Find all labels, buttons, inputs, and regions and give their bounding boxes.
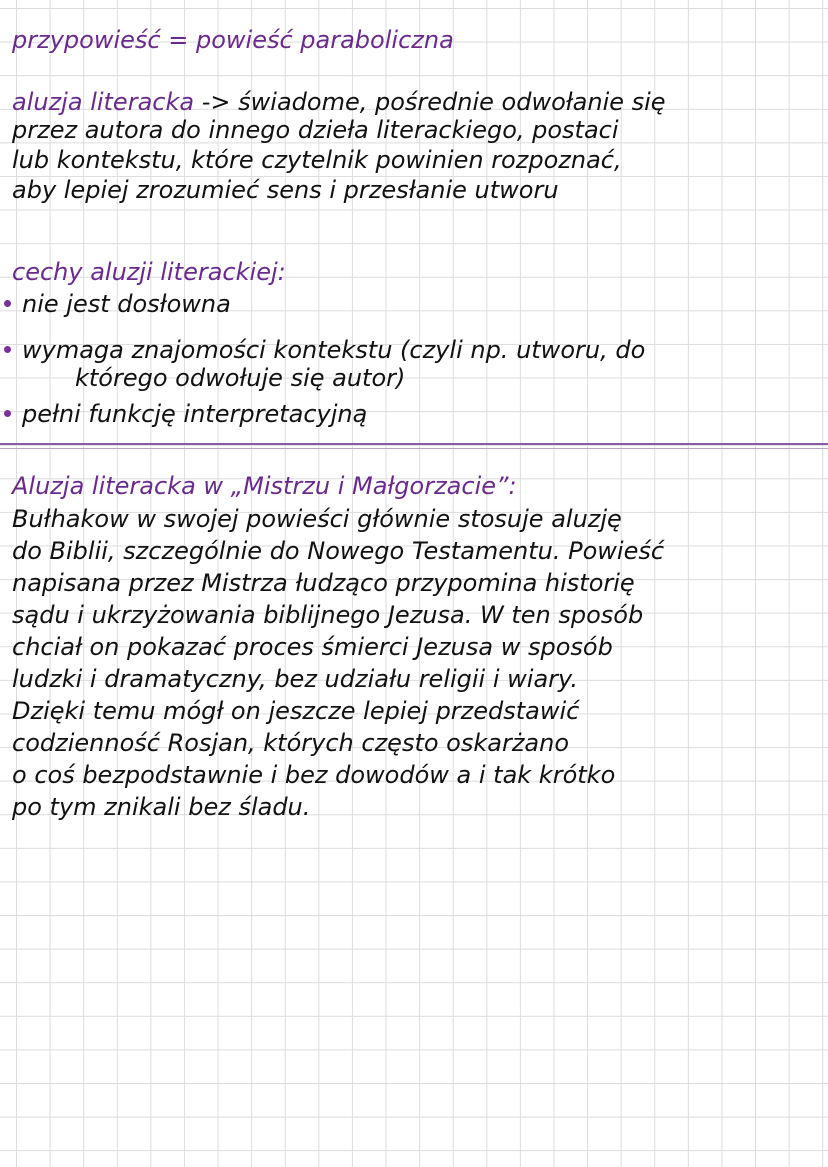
section-line: po tym znikali bez śladu.: [12, 793, 311, 821]
section-line: o coś bezpodstawnie i bez dowodów a i tak krótko: [12, 761, 616, 789]
section-line: Dzięki temu mógł on jeszcze lepiej przedstawić: [12, 697, 580, 725]
section-line: ludzki i dramatyczny, bez udziału religii i wiary.: [12, 665, 578, 693]
title-line: [12, 26, 454, 54]
definition-line: przez autora do innego dzieła literackiego, postaci: [12, 116, 619, 144]
definition-line: aby lepiej zrozumieć sens i przesłanie utworu: [12, 176, 559, 204]
definition-text: świadome, pośrednie odwołanie się: [238, 88, 666, 116]
feature-item: nie jest dosłowna: [22, 290, 231, 318]
feature-item: wymaga znajomości kontekstu (czyli np. utworu, do: [22, 336, 646, 364]
section-line: Bułhakow w swojej powieści głównie stosuje aluzję: [12, 505, 622, 533]
definition-line-1: [12, 88, 666, 116]
arrow: ->: [201, 88, 231, 116]
section-line: codzienność Rosjan, których często oskarżano: [12, 729, 570, 757]
section-line: do Biblii, szczególnie do Nowego Testamentu. Powieść: [12, 537, 665, 565]
section-divider-secondary: [0, 448, 828, 449]
section-line: sądu i ukrzyżowania biblijnego Jezusa. W ten sposób: [12, 601, 644, 629]
features-heading: cechy aluzji literackiej:: [12, 258, 286, 286]
title-term: przypowieść: [12, 26, 161, 54]
section-line: napisana przez Mistrza łudząco przypomina historię: [12, 569, 635, 597]
definition-term: aluzja literacka: [12, 88, 195, 116]
bullet-icon: [4, 346, 11, 353]
section-divider: [0, 443, 828, 445]
definition-line: lub kontekstu, które czytelnik powinien rozpoznać,: [12, 146, 622, 174]
title-definition: powieść paraboliczna: [195, 26, 454, 54]
bullet-icon: [4, 410, 11, 417]
section-heading: Aluzja literacka w „Mistrzu i Małgorzacie”:: [12, 472, 517, 500]
section-line: chciał on pokazać proces śmierci Jezusa w sposób: [12, 633, 613, 661]
feature-item: pełni funkcję interpretacyjną: [22, 400, 368, 428]
title-eq: =: [168, 26, 189, 54]
bullet-icon: [4, 300, 11, 307]
feature-item-cont: którego odwołuje się autor): [75, 364, 406, 392]
